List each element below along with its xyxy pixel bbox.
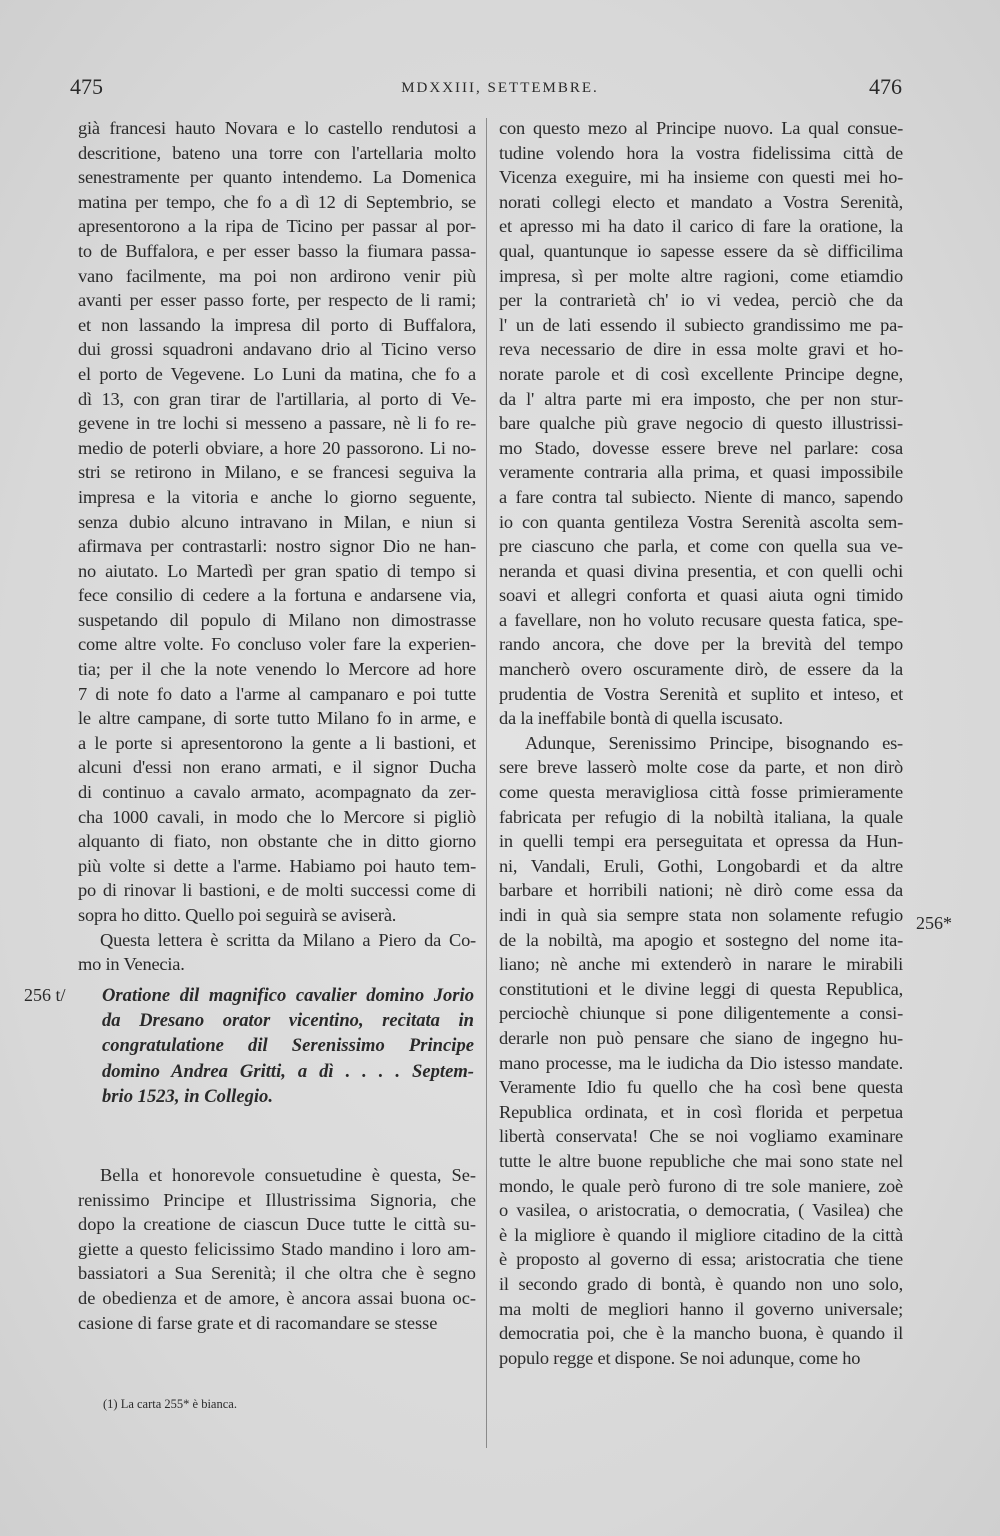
text-line: libertà conservata! Che se noi vogliamo examinare (499, 1126, 903, 1147)
text-line: populo regge et dispone. Se noi adunque, come ho (499, 1347, 861, 1368)
margin-note-left: 256 t/ (24, 985, 66, 1005)
text-line: Oratione dil magnifico cavalier domino Jorio (102, 985, 474, 1006)
text-line: suspetando dil populo di Milano non dimostrasse (78, 609, 476, 630)
text-line: come questa meravigliosa città fosse primieramente (499, 782, 903, 803)
text-line: bassiatori a Sua Serenità; il che oltra che è segno (78, 1263, 476, 1284)
text-line: constitutioni et le divine leggi di questa Republica, (499, 978, 903, 999)
text-line: rando ancora, che dove per la brevità del tempo (499, 634, 903, 655)
text-line: democratia poi, che è la mancho buona, è quando il (499, 1323, 903, 1344)
text-line: veramente contraria alla prima, et quasi impossibile (499, 462, 903, 483)
text-line: è proposto al governo di essa; aristocratia che tiene (499, 1249, 903, 1270)
text-line: po di rinovar li bastioni, e de molti successi come di (78, 880, 476, 901)
page-number-right: 476 (869, 74, 902, 99)
text-line: liano; nè anche mi extenderò in narare le mirabili (499, 954, 903, 975)
text-line: impresa e la vitoria e anche lo giorno seguente, (78, 486, 476, 507)
text-line: sopra ho ditto. Quello poi seguirà se aviserà. (78, 905, 397, 925)
text-line: mondo, le quale però furono di tre sole maniere, zoè (499, 1175, 903, 1196)
text-line: neranda et quasi divina presentia, et con quelli ochi (499, 560, 903, 581)
page-header (0, 74, 1000, 104)
text-line: tutte le altre buone republiche che mai sono state nel (499, 1150, 903, 1171)
text-line: de obedienza et de amore, è ancora assai buona oc- (78, 1287, 476, 1308)
text-line: a fare contra tal subiecto. Niente di manco, sapendo (499, 486, 903, 507)
text-line: a favellare, non ho voluto recusare questa fatica, spe- (499, 609, 903, 630)
text-line: casione di farse grate et di racomandare se stesse (78, 1312, 438, 1333)
text-line: più volte si dette a l'arme. Habiamo poi hauto tem- (78, 855, 476, 876)
text-line: le altre campane, di sorte tutto Milano fo in arme, e (78, 708, 476, 729)
text-line: avanti per esser passo forte, per respecto de li rami; (78, 290, 476, 311)
text-line: descritione, bateno una torre con l'artellaria molto (78, 142, 476, 163)
text-line: norate parole et di così excellente Principe degne, (499, 363, 903, 384)
text-line: dui grossi squadroni andavano drio al Ticino verso (78, 339, 476, 360)
text-line: brio 1523, in Collegio. (102, 1085, 273, 1107)
text-line: io con quanta gentileza Vostra Serenità ascolta sem- (499, 511, 903, 532)
text-line: il secondo grado di bontà, è quando non uno solo, (499, 1273, 903, 1294)
text-line: tia; per il che la note venendo lo Mercore ad hore (78, 659, 476, 680)
text-line: Adunque, Serenissimo Principe, bisognando es- (525, 732, 903, 753)
section-title (102, 983, 474, 1109)
text-line: di continuo a cavalo armato, acompagnato da zer- (78, 782, 476, 803)
text-line: barbare et horribili nationi; nè dirò come essa da (499, 880, 903, 901)
text-line: con questo mezo al Principe nuovo. La qual consue- (499, 118, 903, 138)
text-line: ni, Vandali, Eruli, Gothi, Longobardi et da altre (499, 855, 903, 876)
text-line: el porto de Vegevene. Lo Luni da matina, che fo a (78, 363, 476, 384)
text-line: mo Stado, dovesse essere breve nel parlare: cosa (499, 437, 903, 458)
right-column (499, 116, 903, 1370)
text-line: Questa lettera è scritta da Milano a Piero da Co- (100, 929, 476, 950)
text-line: è la migliore è quando il migliore citadino de la città (499, 1224, 903, 1245)
text-line: domino Andrea Gritti, a dì . . . . Septem- (102, 1060, 474, 1082)
text-line: matina per tempo, che fo a dì 12 di Septembrio, se (78, 191, 476, 212)
text-line: 7 di note fo dato a l'arme al campanaro e poi tutte (78, 683, 476, 704)
text-line: medio de poterli obviare, a hore 20 passorono. Li no- (78, 437, 476, 458)
text-line: congratulatione dil Serenissimo Principe (102, 1035, 474, 1057)
page-number-left: 475 (70, 74, 103, 99)
text-line: cha 1000 cavali, in modo che lo Mercore si pigliò (78, 806, 476, 827)
text-line: derarle non può pensare che siano de ingegno hu- (499, 1027, 903, 1048)
text-line: alcuni d'essi non erano armati, e il signor Ducha (78, 757, 476, 778)
text-line: fabricata per refugio di la nobiltà italiana, la quale (499, 806, 903, 827)
text-line: no aiutato. Lo Martedì per gran spatio di tempo si (78, 560, 476, 581)
text-line: bare qualche più grave negocio di questo illustrissi- (499, 413, 903, 434)
column-divider (486, 118, 487, 1448)
text-line: Veramente Idio fu quello che ha così bene questa (499, 1077, 903, 1098)
left-column (78, 116, 476, 977)
text-line: come altre volte. Fo concluso voler fare la experien- (78, 634, 476, 655)
running-title: MDXXIII, SETTEMBRE. (401, 80, 599, 96)
text-line: mano processe, ma le iudicha da Dio istesso mandate. (499, 1052, 903, 1073)
text-line: da l' altra parte mi era imposto, che per non stur- (499, 388, 903, 409)
text-line: per la contrarietà ch' io vi vedea, perciò che da (499, 290, 903, 311)
oration-text (78, 1163, 476, 1335)
text-line: de la nobiltà, ma apogio et sostegno del nome ita- (499, 929, 903, 950)
text-line: apresentorono a la ripa de Ticino per passar al por- (78, 216, 476, 237)
text-line: indi in quà sia sempre stata non solamente refugio (499, 905, 903, 925)
text-line: senestramente per quanto intendemo. La Domenica (78, 167, 476, 188)
text-line: in quelli tempi era perseguitata et opressa da Hun- (499, 831, 903, 852)
text-line: dopo la creatione de ciascun Duce tutte le città su- (78, 1214, 476, 1235)
text-line: norati collegi electo et mandato a Vostra Serenità, (499, 191, 903, 212)
text-line: Republica ordinata, et in così florida et perpetua (499, 1101, 903, 1122)
text-line: l' un de lati essendo il subiecto grandissimo me pa- (499, 314, 903, 335)
text-line: senza dubio alcuno intravano in Milan, e niun si (78, 511, 476, 532)
text-line: perciochè chiunque si pone diligentemente a consi- (499, 1003, 903, 1024)
text-line: gevene in tre lochi si messeno a passare, nè li fo re- (78, 413, 476, 434)
footnote: (1) La carta 255* è bianca. (103, 1397, 237, 1411)
text-line: afirmava per contrastarli: nostro signor Dio ne han- (78, 536, 476, 557)
text-line: renissimo Principe et Illustrissima Signoria, che (78, 1189, 476, 1210)
text-line: soavi et allegri conforta et quasi aiuta ogni timido (499, 585, 903, 606)
margin-note-right: 256* (916, 913, 952, 933)
text-line: qual, quantunque io sapesse essere da sè difficilima (499, 240, 903, 261)
text-line: et non lassando la impresa dil porto di Buffalora, (78, 314, 476, 335)
text-line: Vicenza exeguire, mi ha insieme con questi mei ho- (499, 167, 903, 188)
text-line: reva necessario de dire in essa molte gravi et ho- (499, 339, 903, 360)
text-line: to de Buffalora, e per esser basso la fiumara passa- (78, 240, 476, 261)
text-line: dì 13, con gran tirar de l'artillaria, al porto di Ve- (78, 388, 476, 409)
text-line: fece consilio di cedere a la fortuna e andarsene via, (78, 585, 476, 606)
text-line: o vasilea, o aristocratia, o democratia, ( Vasilea) che (499, 1200, 903, 1221)
text-line: et apresso mi ha dato il carico di fare la oratione, la (499, 216, 903, 237)
text-line: impresa, sì per molte altre ragioni, come etiamdio (499, 265, 903, 286)
text-line: a le porte si apresentorono la gente a li bastioni, et (78, 732, 476, 753)
text-line: pre ciascuno che parla, et come con quella sua ve- (499, 536, 903, 557)
text-line: Bella et honorevole consuetudine è questa, Se- (100, 1165, 476, 1185)
text-line: mo in Venecia. (78, 954, 185, 975)
text-line: mancherò overo oscuramente dirò, de essere da la (499, 659, 903, 680)
text-line: vano facilmente, ma poi non ardirono venir più (78, 265, 476, 286)
text-line: da Dresano orator vicentino, recitata in (102, 1010, 474, 1032)
text-line: ma molti de megliori hanno il governo universale; (499, 1298, 903, 1319)
text-line: prudentia de Vostra Serenità et suplito et inteso, et (499, 683, 903, 704)
text-line: già francesi hauto Novara e lo castello rendutosi a (78, 118, 476, 138)
text-line: alquanto di fiato, non obstante che in ditto giorno (78, 831, 476, 852)
text-line: tudine volendo hora la vostra fidelissima città de (499, 142, 903, 163)
text-line: sere breve lasserò molte cose da parte, et non dirò (499, 757, 903, 778)
text-line: giette a questo felicissimo Stado mandino i loro am- (78, 1238, 476, 1259)
text-line: da la ineffabile bontà di quella iscusato. (499, 708, 783, 729)
text-line: stri se retirono in Milano, e se francesi seguiva la (78, 462, 476, 483)
